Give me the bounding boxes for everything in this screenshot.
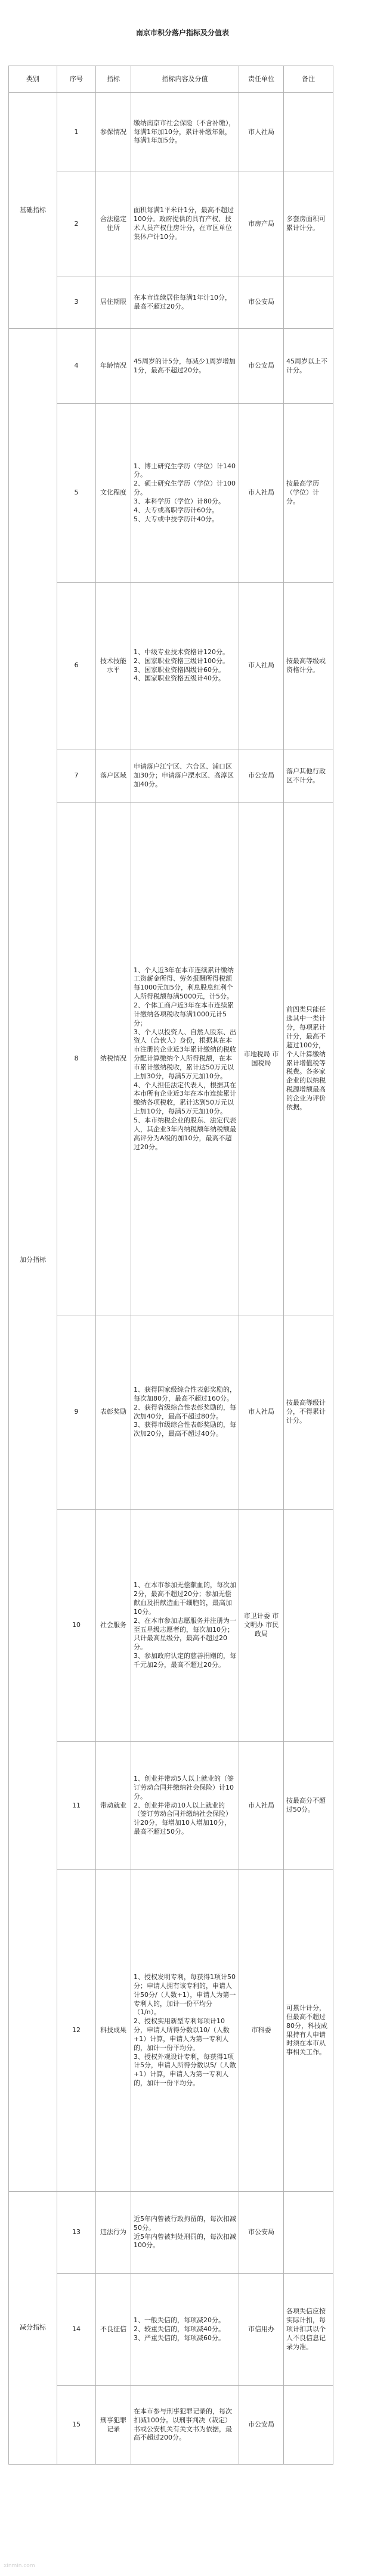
header-content: 指标内容及分值 xyxy=(131,66,239,93)
header-indicator: 指标 xyxy=(96,66,131,93)
row-seq: 1 xyxy=(57,93,96,172)
row-note: 可累计计分，但最高不超过80分，科技成果持有人申请时须在本市从事相关工作。 xyxy=(284,1870,333,2192)
list-item: 近5年内曾被判处刑罚的，每次扣减100分。 xyxy=(134,2232,236,2250)
row-indicator: 违法行为 xyxy=(96,2192,131,2274)
row-indicator: 带动就业 xyxy=(96,1742,131,1870)
row-content: 缴纳南京市社会保险（不含补缴），每满1年加10分，累计补缴年限，每满1年加5分。 xyxy=(131,93,239,172)
row-unit: 市地税局 市国税局 xyxy=(239,803,284,1315)
row-unit: 市人社局 xyxy=(239,1742,284,1870)
points-table xyxy=(8,66,333,2465)
row-note: 多套房面积可累计计分。 xyxy=(284,172,333,276)
list-item: 2、硕士研究生学历（学位）计100分。 xyxy=(134,480,236,497)
table-row xyxy=(9,172,333,276)
table-row xyxy=(9,2274,333,2386)
list-item: 2、获得省级综合性表彰奖励的，每次加40分，最高不超过80分。 xyxy=(134,1403,236,1420)
table-row xyxy=(9,2192,333,2274)
row-unit: 市人社局 xyxy=(239,404,284,583)
list-item: 1、一般失信的，每项减20分。 xyxy=(134,2316,225,2325)
row-unit: 市人社局 xyxy=(239,1315,284,1510)
list-item: 2、较重失信的，每项减40分。 xyxy=(134,2325,225,2334)
list-item: 近5年内曾被行政拘留的，每次扣减50分。 xyxy=(134,2214,236,2232)
row-seq: 11 xyxy=(57,1742,96,1870)
table-row xyxy=(9,276,333,329)
list-item: 1、授权发明专利，每获得1项计50分；申请人拥有该专利的，申请人计50分/（人数+1），申请人为第一专利人的，加计一份平均分（1/n）。 xyxy=(134,1973,236,2017)
list-item: 1、获得国家级综合性表彰奖励的，每次加80分，最高不超过160分。 xyxy=(134,1385,236,1402)
row-content xyxy=(131,583,239,749)
header-unit: 责任单位 xyxy=(239,66,284,93)
row-seq: 13 xyxy=(57,2192,96,2274)
row-note xyxy=(284,2192,333,2274)
row-seq: 12 xyxy=(57,1870,96,2192)
list-item: 2、在本市参加志愿服务并注册为一至五星级志愿者的，每次加10分；只计最高星级分，最高不超过20分。 xyxy=(134,1616,236,1651)
row-note: 按最高学历（学位）计分。 xyxy=(284,404,333,583)
row-indicator: 纳税情况 xyxy=(96,803,131,1315)
watermark: xinmin.com xyxy=(4,2563,35,2569)
row-unit: 市信用办 xyxy=(239,2274,284,2386)
row-note: 前四类只能任选其中一类计分，每项累计计分，最高不超过100分，个人计算缴纳累计增值税等税费。各多家企业的以纳税税源增额最高的企业为评价依据。 xyxy=(284,803,333,1315)
list-item: 1、在本市参加无偿献血的，每次加2分，最高不超过20分；参加无偿献血及捐献造血干细胞的，最高加10分。 xyxy=(134,1581,236,1616)
row-unit: 市公安局 xyxy=(239,276,284,329)
table-header-row xyxy=(9,66,333,93)
list-item: 2、授权实用新型专利每项计10分，申请人所得分数以10/（人数+1）计算，申请人为第一专利人的，加计一份平均分。 xyxy=(134,2017,230,2052)
list-item: 1、个人近3年在本市连续累计缴纳工资薪金所得、劳务报酬所得税额每1000元加5分，利息股息红利个人所得税额每满5000元，计5分。 xyxy=(134,966,234,1001)
header-note: 备注 xyxy=(284,66,333,93)
table-row xyxy=(9,583,333,749)
table-row xyxy=(9,329,333,404)
header-category: 类别 xyxy=(9,66,57,93)
row-unit: 市人社局 xyxy=(239,583,284,749)
table-row xyxy=(9,2386,333,2465)
row-note xyxy=(284,1510,333,1742)
row-seq: 15 xyxy=(57,2386,96,2465)
list-item: 1、博士研究生学历（学位）计140分。 xyxy=(134,462,236,479)
list-item: 1、创业并带动5人以上就业的（签订劳动合同并缴纳社会保险）计10分。 xyxy=(134,1775,234,1800)
row-content: 面积每满1平米计1分，最高不超过100分。政府提供的具有产权、技术人员产权住房计分，在市区单位集体户计10分。 xyxy=(131,172,239,276)
row-seq: 5 xyxy=(57,404,96,583)
row-unit: 市房产局 xyxy=(239,172,284,276)
list-item: 3、国家职业资格四级计60分。 xyxy=(134,665,225,674)
list-item: 2、创业并带动10人以上就业的（签订劳动合同并缴纳社会保险）计20分，每增加10人增加10分，最高不超过50分。 xyxy=(134,1801,232,1836)
row-content xyxy=(131,1870,239,2192)
row-note xyxy=(284,276,333,329)
list-item: 2、国家职业资格三级计100分。 xyxy=(134,657,229,665)
list-item: 4、国家职业资格五级计40分。 xyxy=(134,674,225,683)
row-indicator: 表彰奖励 xyxy=(96,1315,131,1510)
row-content: 在本市连续居住每满1年计10分，最高不超过20分。 xyxy=(131,276,239,329)
row-note: 落户其他行政区不计分。 xyxy=(284,749,333,803)
row-note xyxy=(284,2386,333,2465)
row-seq: 10 xyxy=(57,1510,96,1742)
row-content xyxy=(131,2274,239,2386)
row-seq: 9 xyxy=(57,1315,96,1510)
document-title: 南京市积分落户指标及分值表 xyxy=(135,29,229,37)
row-indicator: 刑事犯罪记录 xyxy=(96,2386,131,2465)
row-unit: 市公安局 xyxy=(239,2192,284,2274)
list-item: 2、个体工商户近3年在本市连续累计缴纳各项税收每满1000元计5分； xyxy=(134,1001,234,1027)
list-item: 1、中级专业技术资格计120分。 xyxy=(134,648,229,656)
category-deduct: 减分指标 xyxy=(9,2192,57,2465)
list-item: 3、本科学历（学位）计80分。 xyxy=(134,497,225,505)
list-item: 4、大专或高职学历计60分。 xyxy=(134,506,218,514)
list-item: 3、授权外观设计专利，每获得1项计5分，申请人所得分数以5/（人数+1）计算，申请人为第一专利人的，加计一份平均分。 xyxy=(134,2052,236,2087)
row-content xyxy=(131,803,239,1315)
table-row xyxy=(9,749,333,803)
row-seq: 8 xyxy=(57,803,96,1315)
table-row xyxy=(9,404,333,583)
row-unit: 市人社局 xyxy=(239,93,284,172)
table-row xyxy=(9,1315,333,1510)
row-indicator: 年龄情况 xyxy=(96,329,131,404)
row-note: 按最高等级计分，不得累计计分。 xyxy=(284,1315,333,1510)
row-unit: 市科委 xyxy=(239,1870,284,2192)
list-item: 4、个人担任法定代表人，根据其在本市所有企业近3年在本市连续累计缴纳各项税收，累计达到50万元以上加10分，每满5万元加10分。 xyxy=(134,1081,236,1116)
row-seq: 3 xyxy=(57,276,96,329)
row-seq: 14 xyxy=(57,2274,96,2386)
table-row xyxy=(9,1510,333,1742)
row-seq: 2 xyxy=(57,172,96,276)
row-indicator: 合法稳定住所 xyxy=(96,172,131,276)
row-indicator: 社会服务 xyxy=(96,1510,131,1742)
list-item: 5、本市纳税企业的股东、法定代表人，其企业3年内纳税额年纳税额最高评分为A级的加10分，最高不超过20分。 xyxy=(134,1116,236,1151)
list-item: 3、获得市级综合性表彰奖励的，每次加20分，最高不超过40分。 xyxy=(134,1421,236,1438)
table-row xyxy=(9,93,333,172)
row-seq: 7 xyxy=(57,749,96,803)
row-seq: 4 xyxy=(57,329,96,404)
table-row xyxy=(9,1870,333,2192)
row-unit: 市公安局 xyxy=(239,329,284,404)
row-indicator: 不良征信 xyxy=(96,2274,131,2386)
row-content xyxy=(131,1315,239,1510)
row-unit: 市公安局 xyxy=(239,2386,284,2465)
row-note: 各项失信应按实际计扣，每项计扣其以个人不良信息记录为准。 xyxy=(284,2274,333,2386)
category-basic: 基础指标 xyxy=(9,93,57,329)
row-content: 在本市参与刑事犯罪记录的，每次扣减100分。以刑事判决（裁定）书或公安机关有关文书为依据，最高不超过200分。 xyxy=(131,2386,239,2465)
row-seq: 6 xyxy=(57,583,96,749)
row-note xyxy=(284,93,333,172)
row-indicator: 科技成果 xyxy=(96,1870,131,2192)
row-content: 申请落户江宁区、六合区、浦口区加30分；申请落户溧水区、高淳区加40分。 xyxy=(131,749,239,803)
list-item: 3、参加政府认定的慈善捐赠的，每千元加2分，最高不超过20分。 xyxy=(134,1652,236,1669)
row-content xyxy=(131,1742,239,1870)
row-unit: 市公安局 xyxy=(239,749,284,803)
row-content xyxy=(131,2192,239,2274)
row-content: 45周岁的计5分，每减少1周岁增加1分，最高不超过20分。 xyxy=(131,329,239,404)
row-content xyxy=(131,1510,239,1742)
list-item: 3、个人以投资人、自然人股东、出资人（合伙人）身份，根据其在本市注册的企业近3年累计缴纳的税收分配计算缴纳个人所得税额，在本市累计缴纳税收，累计达50万元以上加30分，每满5万元加10分。 xyxy=(134,1028,236,1080)
row-note: 按最高分不超过50分。 xyxy=(284,1742,333,1870)
list-item: 5、大专或中技学历计40分。 xyxy=(134,515,218,523)
list-item: 3、严重失信的，每项减60分。 xyxy=(134,2334,225,2342)
row-note: 按最高等级或资格计分。 xyxy=(284,583,333,749)
row-indicator: 文化程度 xyxy=(96,404,131,583)
row-indicator: 居住期限 xyxy=(96,276,131,329)
table-row xyxy=(9,803,333,1315)
header-seq: 序号 xyxy=(57,66,96,93)
category-bonus: 加分指标 xyxy=(9,329,57,2192)
table-row xyxy=(9,1742,333,1870)
row-unit: 市卫计委 市文明办 市民政局 xyxy=(239,1510,284,1742)
row-indicator: 落户区域 xyxy=(96,749,131,803)
row-content xyxy=(131,404,239,583)
row-note: 45周岁以上不计分。 xyxy=(284,329,333,404)
row-indicator: 参保情况 xyxy=(96,93,131,172)
row-indicator: 技术技能水平 xyxy=(96,583,131,749)
